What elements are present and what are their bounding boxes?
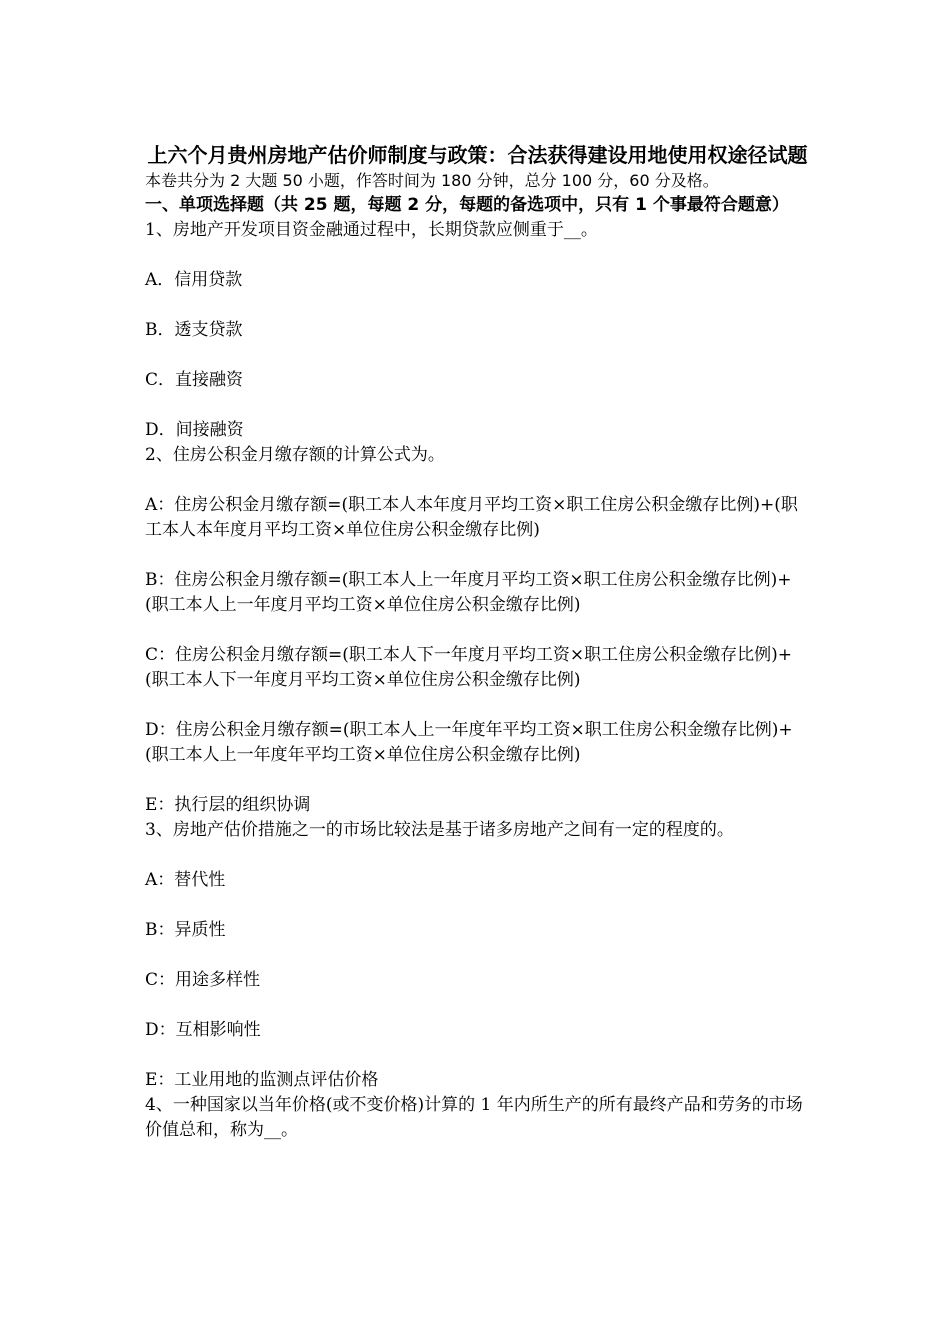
answer-option: A：住房公积金月缴存额=(职工本人本年度月平均工资×职工住房公积金缴存比例)+(职工本人本年度月平均工资×单位住房公积金缴存比例) — [145, 495, 798, 540]
answer-option: E：工业用地的监测点评估价格 — [145, 1070, 379, 1090]
answer-option: D：住房公积金月缴存额=(职工本人上一年度年平均工资×职工住房公积金缴存比例)+(职工本人上一年度年平均工资×单位住房公积金缴存比例) — [145, 720, 793, 765]
answer-option: B：住房公积金月缴存额=(职工本人上一年度月平均工资×职工住房公积金缴存比例)+(职工本人上一年度月平均工资×单位住房公积金缴存比例) — [145, 570, 792, 615]
document-page — [145, 143, 810, 1143]
section-heading: 一、单项选择题（共 25 题，每题 2 分，每题的备选项中，只有 1 个事最符合题意） — [145, 195, 789, 215]
answer-option: D：互相影响性 — [145, 1020, 261, 1040]
answer-option: E：执行层的组织协调 — [145, 795, 311, 815]
answer-option: D．间接融资 — [145, 420, 244, 440]
answer-option: A：替代性 — [145, 870, 226, 890]
question-stem: 3、房地产估价措施之一的市场比较法是基于诸多房地产之间有一定的程度的。 — [145, 820, 734, 840]
answer-option: C．直接融资 — [145, 370, 244, 390]
answer-option: C：用途多样性 — [145, 970, 261, 990]
answer-option: B：异质性 — [145, 920, 226, 940]
question-stem: 1、房地产开发项目资金融通过程中，长期贷款应侧重于__。 — [145, 220, 598, 240]
answer-option: A．信用贷款 — [145, 270, 243, 290]
answer-option: C：住房公积金月缴存额=(职工本人下一年度月平均工资×职工住房公积金缴存比例)+(职工本人下一年度月平均工资×单位住房公积金缴存比例) — [145, 645, 793, 690]
document-title: 上六个月贵州房地产估价师制度与政策：合法获得建设用地使用权途径试题 — [147, 143, 808, 167]
question-stem: 2、住房公积金月缴存额的计算公式为。 — [145, 445, 445, 465]
question-stem: 4、一种国家以当年价格(或不变价格)计算的 1 年内所生产的所有最终产品和劳务的市场价值总和，称为__。 — [145, 1095, 803, 1140]
exam-intro: 本卷共分为 2 大题 50 小题，作答时间为 180 分钟，总分 100 分，60 分及格。 — [145, 171, 719, 190]
answer-option: B．透支贷款 — [145, 320, 243, 340]
